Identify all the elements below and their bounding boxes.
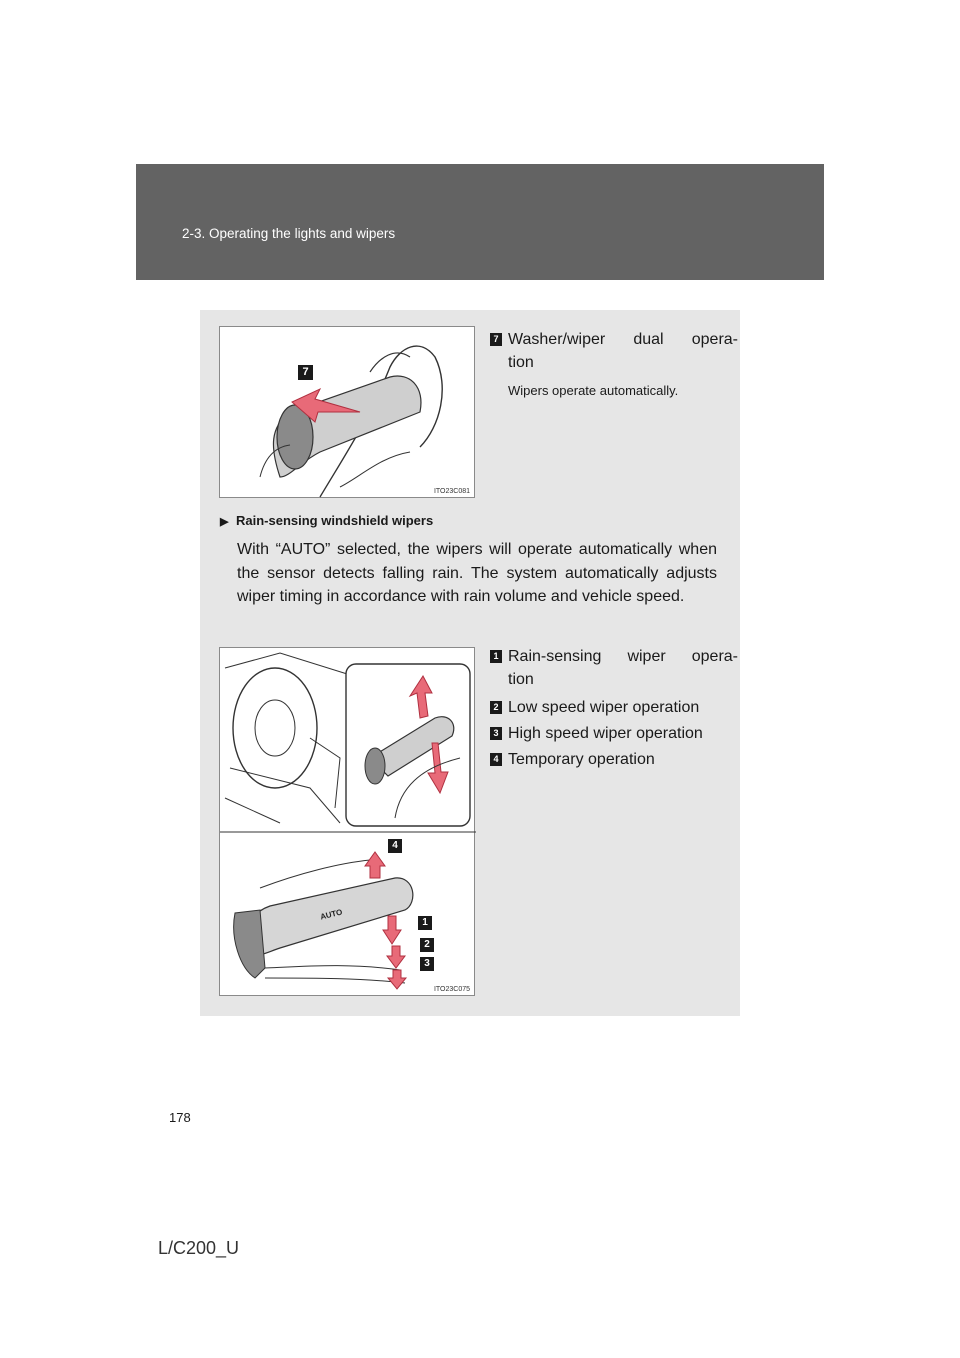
item-label-line2: tion bbox=[508, 354, 534, 371]
callout-4-badge: 4 bbox=[388, 839, 402, 853]
item-number-badge: 4 bbox=[490, 753, 502, 766]
washer-lever-illustration bbox=[219, 326, 475, 498]
item-label-line1: Washer/wiper dual opera- bbox=[508, 331, 738, 348]
figure-code: ITO23C081 bbox=[433, 488, 470, 495]
lever-auto-label: AUTO bbox=[319, 907, 344, 922]
item-number-badge: 3 bbox=[490, 727, 502, 740]
item-label: Temporary operation bbox=[508, 751, 655, 768]
item-label-line1: Rain-sensing wiper opera- bbox=[508, 648, 738, 665]
item-number-badge: 2 bbox=[490, 701, 502, 714]
callout-2-badge: 2 bbox=[420, 938, 434, 952]
rain-sensing-paragraph: With “AUTO” selected, the wipers will operate automatically when the sensor detects falling rain. The system automatically adjusts wiper timing in accordance with rain volume and vehicle speed. bbox=[237, 541, 717, 605]
item-7-note: Wipers operate automatically. bbox=[508, 383, 679, 398]
callout-3-badge: 3 bbox=[420, 957, 434, 971]
item-number-badge: 7 bbox=[490, 333, 502, 346]
model-code: L/C200_U bbox=[158, 1238, 240, 1258]
callout-1-badge: 1 bbox=[418, 916, 432, 930]
item-label: Low speed wiper operation bbox=[508, 699, 700, 716]
content-panel bbox=[200, 310, 740, 1016]
item-label-line2: tion bbox=[508, 671, 534, 688]
section-title: 2-3. Operating the lights and wipers bbox=[182, 226, 396, 241]
callout-7-badge: 7 bbox=[298, 365, 313, 380]
item-label: High speed wiper operation bbox=[508, 725, 703, 742]
rain-sensing-heading bbox=[220, 513, 433, 528]
rain-sensing-illustration bbox=[219, 647, 475, 996]
heading-text: Rain-sensing windshield wipers bbox=[236, 513, 434, 528]
page-number: 178 bbox=[169, 1110, 191, 1125]
triangle-bullet-icon: ▶ bbox=[220, 516, 229, 528]
figure-code: ITO23C075 bbox=[433, 986, 470, 993]
section-header-bar bbox=[136, 164, 824, 280]
item-number-badge: 1 bbox=[490, 650, 502, 663]
